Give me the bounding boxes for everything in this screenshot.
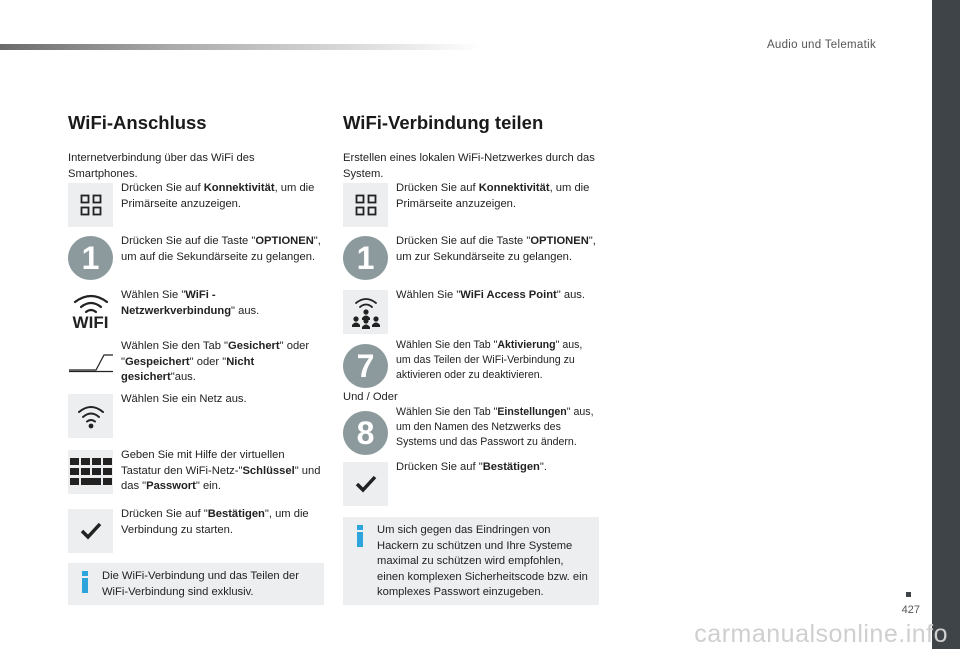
watermark: carmanualsonline.info: [694, 620, 948, 648]
step-number-badge: 1: [68, 236, 113, 280]
step-text: Drücken Sie auf die Taste "OPTIONEN", um auf die Sekundärseite zu gelangen.: [121, 235, 321, 263]
step-text: Geben Sie mit Hilfe der virtuellen Tastatur den WiFi-Netz-"Schlüssel" und das "Passwort" ein.: [121, 449, 321, 492]
section-heading: WiFi-Anschluss: [68, 112, 207, 133]
step-text: Drücken Sie auf Konnektivität, um die Primärseite anzuzeigen.: [396, 182, 590, 210]
section-intro: Internetverbindung über das WiFi des Smartphones.: [68, 152, 255, 180]
checkmark-icon: [68, 509, 113, 553]
wifi-label-icon: WIFI: [68, 290, 113, 334]
checkmark-icon: [343, 462, 388, 506]
step-text: Drücken Sie auf die Taste "OPTIONEN", um zur Sekundärseite zu gelangen.: [396, 235, 596, 263]
info-note: Um sich gegen das Eindringen von Hackern zu schützen und Ihre Systeme maximal zu schützen wird empfohlen, einen komplexen Sicherheitscode bzw. ein komplexes Passwort einzugeben.: [343, 517, 599, 605]
page-number: 427: [901, 604, 920, 616]
step-text: Wählen Sie den Tab "Aktivierung" aus, um das Teilen der WiFi-Verbindung zu aktivieren oder zu deaktivieren.: [396, 339, 583, 381]
step-text: Drücken Sie auf "Bestätigen", um die Verbindung zu starten.: [121, 508, 309, 536]
step-text: Wählen Sie den Tab "Gesichert" oder "Gespeichert" oder "Nicht gesichert"aus.: [121, 340, 310, 383]
step-text: Wählen Sie "WiFi -Netzwerkverbindung" aus.: [121, 289, 260, 317]
info-icon: [80, 571, 90, 593]
wifi-sharing-section: [343, 112, 599, 598]
wifi-icon: [68, 394, 113, 438]
keyboard-icon: [68, 450, 113, 494]
page-marker: [906, 592, 911, 597]
wifi-access-point-icon: [343, 290, 388, 334]
step-text: Wählen Sie den Tab "Einstellungen" aus, um den Namen des Netzwerks des Systems und das Passwort zu ändern.: [396, 406, 594, 448]
step-number-badge: 1: [343, 236, 388, 280]
info-icon: [355, 525, 365, 547]
step-number-badge: 8: [343, 411, 388, 455]
info-note: Die WiFi-Verbindung und das Teilen der WiFi-Verbindung sind exklusiv.: [68, 563, 324, 605]
chapter-sidebar: [932, 0, 960, 649]
alternative-label: Und / Oder: [343, 391, 398, 403]
grid-apps-icon: [343, 183, 388, 227]
step-text: Drücken Sie auf Konnektivität, um die Primärseite anzuzeigen.: [121, 182, 315, 210]
step-text: Wählen Sie "WiFi Access Point" aus.: [396, 289, 585, 301]
step-number-badge: 7: [343, 344, 388, 388]
section-title: Audio und Telematik: [766, 39, 876, 51]
tab-shape-icon: [68, 341, 114, 385]
section-intro: Erstellen eines lokalen WiFi-Netzwerkes durch das System.: [343, 152, 595, 180]
step-text: Drücken Sie auf "Bestätigen".: [396, 461, 547, 473]
header-gradient-bar: [0, 44, 480, 50]
wifi-connection-section: [68, 112, 324, 598]
step-text: Wählen Sie ein Netz aus.: [121, 393, 247, 405]
section-heading: WiFi-Verbindung teilen: [343, 112, 544, 133]
grid-apps-icon: [68, 183, 113, 227]
